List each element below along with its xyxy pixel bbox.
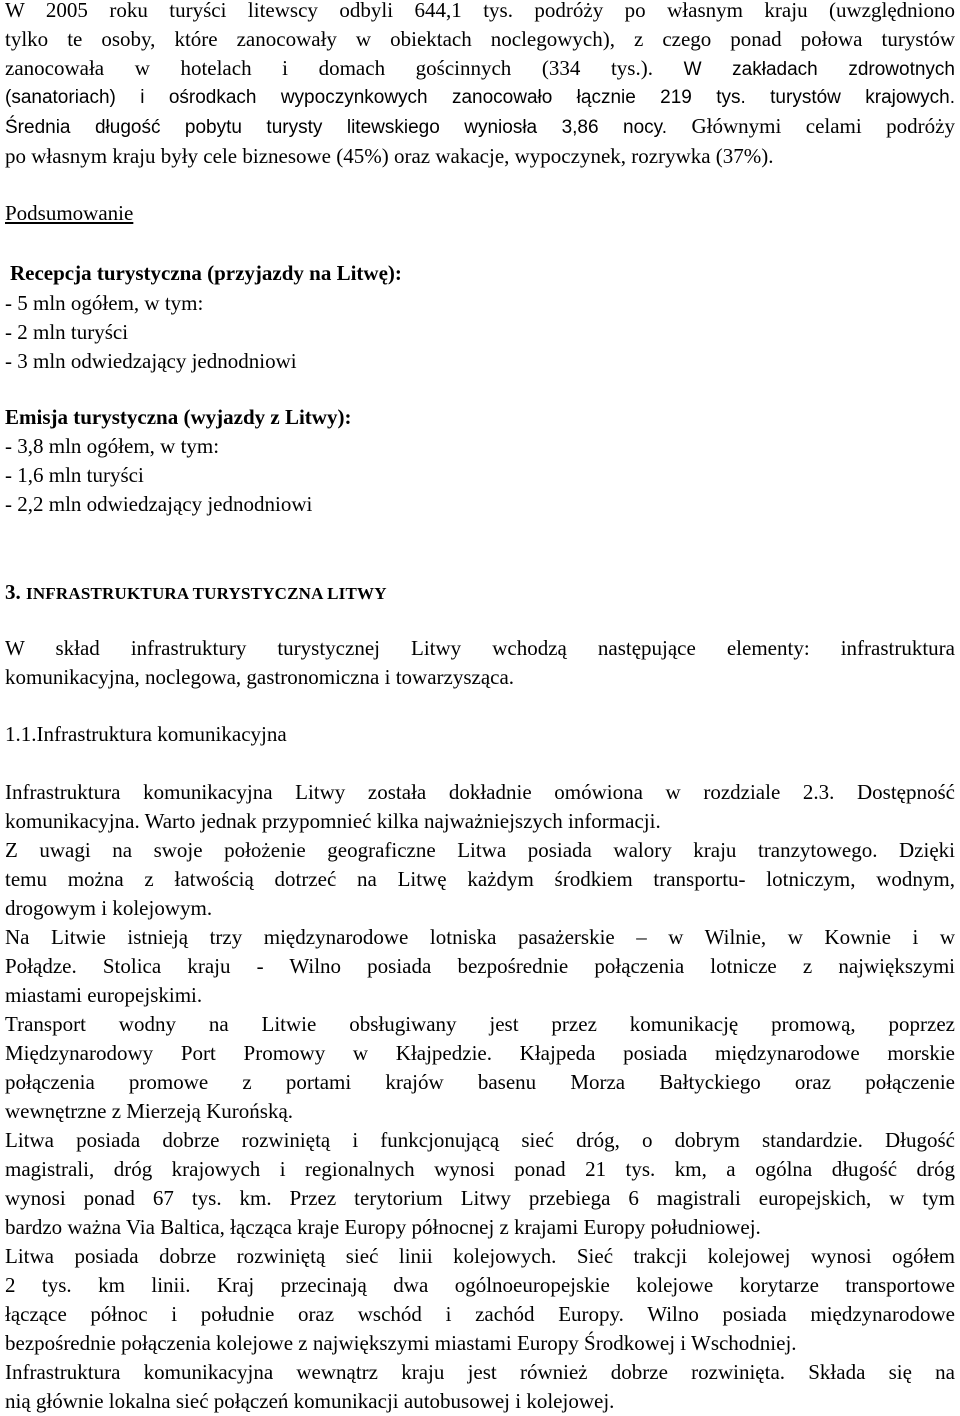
section-number: 3. xyxy=(5,580,21,604)
list-item: - 3 mln odwiedzający jednodniowi xyxy=(5,349,297,373)
section-intro-paragraph: W skład infrastruktury turystycznej Litwy wchodzą następujące elementy: infrastruktura komunikacyjna, noclegowa, gastronomiczna i towarzysząca. xyxy=(5,636,955,689)
intro-line: W 2005 roku turyści litewscy odbyli 644,1 tys. podróży po własnym kraju (uwzględniono xyxy=(5,0,955,22)
list-item: - 5 mln ogółem, w tym: xyxy=(5,291,204,315)
intro-paragraph-sans xyxy=(5,83,955,171)
section-heading xyxy=(5,578,955,608)
emission-list xyxy=(5,432,955,519)
reception-list xyxy=(5,289,955,376)
section-body: Infrastruktura komunikacyjna Litwy została dokładnie omówiona w rozdziale 2.3. Dostępność komunikacyjna. Warto jednak przypomnieć kilka najważniejszych informacji. Z uwagi na swoje położenie geograficzne Litwa posiada walory kraju tranzytowego. Dzięki temu można z łatwością dotrzeć na Litwę każdym środkiem transportu- lotniczym, wodnym, drogowym i kolejowym. Na Litwie istnieją trzy międzynarodowe lotniska pasażerskie – w Wilnie, w Kownie i w Połądze. Stolica kraju - Wilno posiada bezpośrednie połączenia lotnicze z największymi miastami europejskimi. Transport wodny na Litwie obsługiwany jest przez komunikację promową, poprzez Międzynarodowy Port Promowy w Kłajpedzie. Kłajpeda posiada międzynarodowe morskie połączenia promowe z portami krajów basenu Morza Bałtyckiego oraz połączenie wewnętrzne z Mierzeją Kurońską. Litwa posiada dobrze rozwiniętą i funkcjonującą sieć dróg, o dobrym standardzie. Długość magistrali, dróg krajowych i regionalnych wynosi ponad 21 tys. km, a ogólna długość dróg wynosi ponad 67 tys. km. Przez terytorium Litwy przebiega 6 magistrali europejskich, w tym bardzo ważna Via Baltica, łącząca kraje Europy północnej z krajami Europy południowej. Litwa posiada dobrze rozwiniętą sieć linii kolejowych. Sieć trakcji kolejowej wynosi ogółem 2 tys. km linii. Kraj przecinają dwa ogólnoeuropejskie kolejowe korytarze transportowe łączące północ i południe oraz wschód i zachód Europy. Wilno posiada międzynarodowe bezpośrednie połączenia kolejowe z największymi miastami Europy Środkowej i Wschodniej. Infrastruktura komunikacyjna wewnątrz kraju jest również dobrze rozwinięta. Składa się na nią głównie lokalna sieć połączeń komunikacji autobusowej i kolejowej. xyxy=(5,780,955,1413)
intro-paragraph xyxy=(5,0,955,84)
list-item: - 3,8 mln ogółem, w tym: xyxy=(5,434,220,458)
list-item: - 2,2 mln odwiedzający jednodniowi xyxy=(5,492,313,516)
intro-line: tylko te osoby, które zanocowały w obiektach noclegowych), z czego ponad połowa turystów xyxy=(5,27,955,51)
reception-title: Recepcja turystyczna (przyjazdy na Litwę): xyxy=(10,261,402,285)
list-item: - 2 mln turyści xyxy=(5,320,129,344)
summary-heading: Podsumowanie xyxy=(5,201,134,225)
intro-line: Średnia długość pobytu turysty litewskiego wyniosła 3,86 nocy. Głównymi celami podróży xyxy=(5,114,955,138)
subsection-heading: 1.1.Infrastruktura komunikacyjna xyxy=(5,722,287,746)
intro-line: zanocowała w hotelach i domach gościnnych (334 tys.). W zakładach zdrowotnych xyxy=(5,56,955,80)
section-title: INFRASTRUKTURA TURYSTYCZNA LITWY xyxy=(26,584,387,603)
intro-line: (sanatoriach) i ośrodkach wypoczynkowych zanocowało łącznie 219 tys. turystów krajowych. xyxy=(5,87,955,108)
list-item: - 1,6 mln turyści xyxy=(5,463,144,487)
emission-title: Emisja turystyczna (wyjazdy z Litwy): xyxy=(5,405,352,429)
intro-line: po własnym kraju były cele biznesowe (45%) oraz wakacje, wypoczynek, rozrywka (37%). xyxy=(5,144,774,168)
